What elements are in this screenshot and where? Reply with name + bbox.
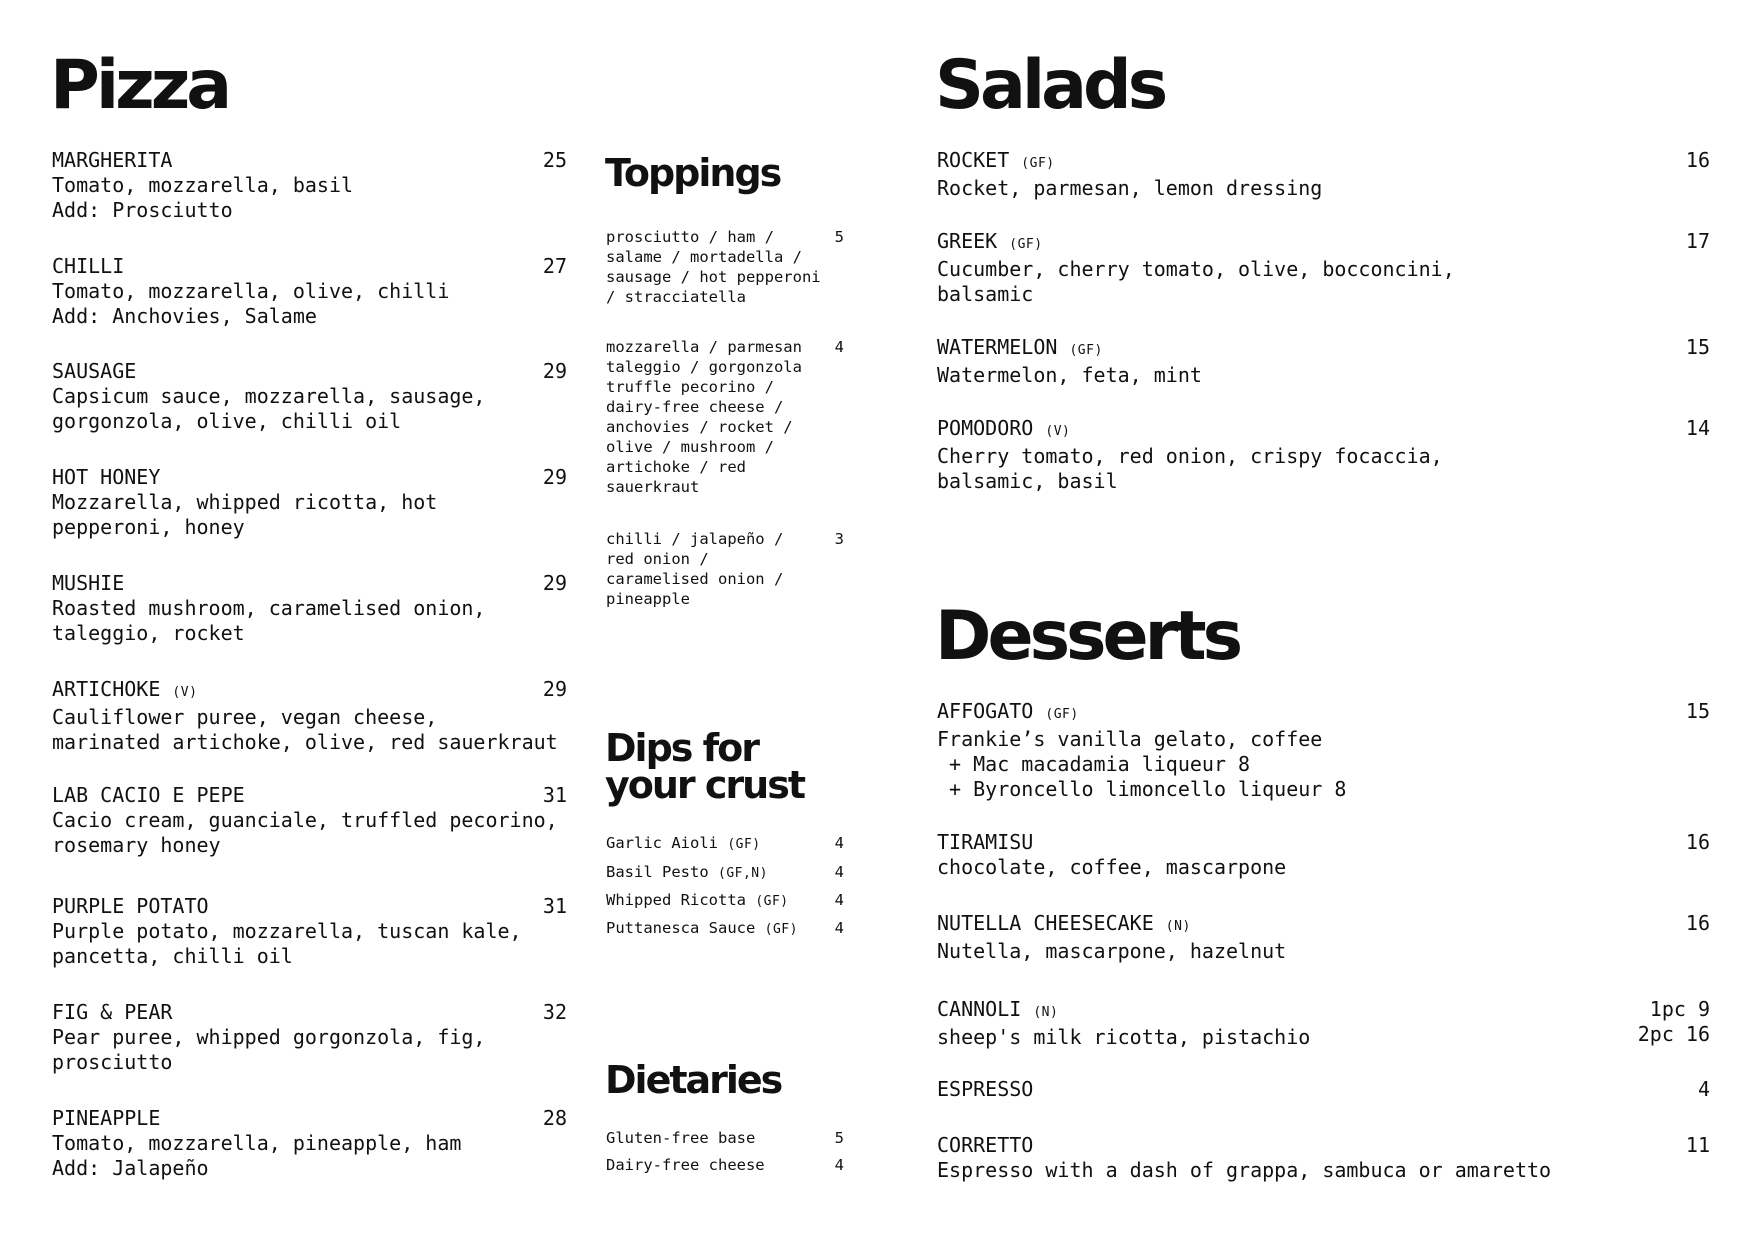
- toppings-price: 4: [834, 338, 844, 356]
- dip-name: Puttanesca Sauce: [606, 919, 756, 937]
- menu-item-purple-potato: [52, 894, 567, 969]
- menu-item-greek: [937, 229, 1710, 307]
- dietary-tag: (V): [172, 685, 198, 700]
- menu-item-affogato: [937, 699, 1710, 802]
- item-description: Tomato, mozzarella, olive, chilli Add: Anchovies, Salame: [52, 279, 450, 328]
- item-description: Nutella, mascarpone, hazelnut: [937, 939, 1287, 963]
- item-price: 15: [1685, 335, 1710, 359]
- item-description: Cacio cream, guanciale, truffled pecorino, rosemary honey: [52, 808, 558, 857]
- dietary-item: [606, 1155, 844, 1175]
- item-description: sheep's milk ricotta, pistachio: [937, 1025, 1311, 1049]
- menu-item-chilli: [52, 254, 567, 329]
- item-name: MUSHIE: [52, 571, 125, 595]
- toppings-group: [606, 529, 844, 609]
- menu-item-espresso: [937, 1077, 1710, 1102]
- item-description: Pear puree, whipped gorgonzola, fig, prosciutto: [52, 1025, 486, 1074]
- menu-item-corretto: [937, 1133, 1710, 1183]
- dip-item: [606, 890, 844, 912]
- item-description: Espresso with a dash of grappa, sambuca or amaretto: [937, 1158, 1552, 1182]
- dip-item: [606, 918, 844, 940]
- toppings-group: [606, 337, 844, 497]
- dietary-price: 5: [834, 1129, 844, 1147]
- item-description: Tomato, mozzarella, basil Add: Prosciutto: [52, 173, 354, 222]
- item-price: 31: [542, 894, 567, 918]
- dietary-price: 4: [834, 1156, 844, 1174]
- item-name: ROCKET: [937, 148, 1010, 172]
- item-price: 29: [542, 571, 567, 595]
- item-description: Purple potato, mozzarella, tuscan kale, pancetta, chilli oil: [52, 919, 522, 968]
- item-price: 29: [542, 465, 567, 489]
- item-description: Cherry tomato, red onion, crispy focaccia, balsamic, basil: [937, 444, 1443, 493]
- dietaries-heading: Dietaries: [605, 1058, 782, 1102]
- menu-item-pomodoro: [937, 416, 1710, 494]
- item-name: LAB CACIO E PEPE: [52, 783, 245, 807]
- item-price: 29: [542, 359, 567, 383]
- menu-item-mushie: [52, 571, 567, 646]
- item-price: 29: [542, 677, 567, 701]
- dietary-tag: (GF): [727, 837, 761, 852]
- dietary-item: [606, 1128, 844, 1148]
- dip-name: Whipped Ricotta: [606, 891, 746, 909]
- item-description: Cauliflower puree, vegan cheese, marinated artichoke, olive, red sauerkraut: [52, 705, 558, 754]
- dip-name: Basil Pesto: [606, 863, 709, 881]
- item-name: CANNOLI: [937, 997, 1022, 1021]
- dip-price: 4: [834, 919, 844, 937]
- desserts-heading: Desserts: [935, 597, 1240, 676]
- menu-item-hot-honey: [52, 465, 567, 540]
- toppings-heading: Toppings: [605, 151, 781, 195]
- dietary-tag: (GF): [755, 894, 789, 909]
- item-name: NUTELLA CHEESECAKE: [937, 911, 1154, 935]
- item-name: SAUSAGE: [52, 359, 137, 383]
- item-name: MARGHERITA: [52, 148, 173, 172]
- toppings-list: mozzarella / parmesan taleggio / gorgonzola truffle pecorino / dairy-free cheese / anchovies / rocket / olive / mushroom / artichoke / red sauerkraut: [606, 338, 802, 496]
- toppings-price: 5: [834, 228, 844, 246]
- item-description: Mozzarella, whipped ricotta, hot pepperoni, honey: [52, 490, 438, 539]
- item-description: Capsicum sauce, mozzarella, sausage, gorgonzola, olive, chilli oil: [52, 384, 486, 433]
- toppings-price: 3: [834, 530, 844, 548]
- menu-item-sausage: [52, 359, 567, 434]
- item-name: CORRETTO: [937, 1133, 1034, 1157]
- item-name: WATERMELON: [937, 335, 1058, 359]
- item-name: ARTICHOKE: [52, 677, 161, 701]
- item-price: 28: [542, 1106, 567, 1130]
- item-price: 1pc 9: [1649, 997, 1710, 1021]
- item-description: Rocket, parmesan, lemon dressing: [937, 176, 1323, 200]
- dip-price: 4: [834, 834, 844, 852]
- item-price: 25: [542, 148, 567, 172]
- dip-price: 4: [834, 891, 844, 909]
- dietary-tag: (GF): [1009, 237, 1043, 252]
- dips-heading-line1: Dips for: [605, 726, 758, 770]
- item-name: ESPRESSO: [937, 1077, 1034, 1101]
- item-price: 27: [542, 254, 567, 278]
- item-name: PURPLE POTATO: [52, 894, 209, 918]
- menu-item-margherita: [52, 148, 567, 223]
- menu-item-artichoke: [52, 677, 567, 755]
- dietary-tag: (GF): [1045, 707, 1079, 722]
- item-name: HOT HONEY: [52, 465, 161, 489]
- menu-item-nutella-cheesecake: [937, 911, 1710, 964]
- dips-heading: [605, 726, 805, 808]
- dietary-name: Dairy-free cheese: [606, 1156, 765, 1174]
- menu-item-fig-pear: [52, 1000, 567, 1075]
- item-name: CHILLI: [52, 254, 125, 278]
- item-price: 16: [1685, 911, 1710, 935]
- item-price: 32: [542, 1000, 567, 1024]
- item-name: GREEK: [937, 229, 998, 253]
- menu-item-cannoli: [937, 997, 1710, 1050]
- item-price: 16: [1685, 148, 1710, 172]
- item-price: 4: [1697, 1077, 1710, 1101]
- item-price: 16: [1685, 830, 1710, 854]
- dietary-tag: (GF): [1021, 156, 1055, 171]
- item-price: 14: [1685, 416, 1710, 440]
- item-name: TIRAMISU: [937, 830, 1034, 854]
- item-description: chocolate, coffee, mascarpone: [937, 855, 1287, 879]
- dietary-tag: (N): [1033, 1005, 1059, 1020]
- item-name: AFFOGATO: [937, 699, 1034, 723]
- item-description: Tomato, mozzarella, pineapple, ham Add: Jalapeño: [52, 1131, 462, 1180]
- toppings-list: prosciutto / ham / salame / mortadella / sausage / hot pepperoni / stracciatella: [606, 228, 821, 306]
- item-name: FIG & PEAR: [52, 1000, 173, 1024]
- dietary-tag: (GF): [1069, 343, 1103, 358]
- pizza-heading: Pizza: [50, 46, 229, 125]
- menu-item-pineapple: [52, 1106, 567, 1181]
- dip-item: [606, 833, 844, 855]
- dip-name: Garlic Aioli: [606, 834, 718, 852]
- item-price: 17: [1685, 229, 1710, 253]
- item-description: Cucumber, cherry tomato, olive, bocconcini, balsamic: [937, 257, 1455, 306]
- menu-item-lab-cacio-e-pepe: [52, 783, 567, 858]
- salads-heading: Salads: [935, 46, 1165, 125]
- menu-item-watermelon: [937, 335, 1710, 388]
- item-price: 31: [542, 783, 567, 807]
- item-description: Frankie’s vanilla gelato, coffee + Mac macadamia liqueur 8 + Byroncello limoncello liqueur 8: [937, 727, 1347, 801]
- item-description: Roasted mushroom, caramelised onion, taleggio, rocket: [52, 596, 486, 645]
- item-price: 15: [1685, 699, 1710, 723]
- item-price-secondary: 2pc 16: [1637, 1022, 1710, 1046]
- dip-price: 4: [834, 863, 844, 881]
- dietary-tag: (GF,N): [718, 866, 768, 881]
- dietary-tag: (GF): [764, 922, 798, 937]
- item-name: POMODORO: [937, 416, 1034, 440]
- item-name: PINEAPPLE: [52, 1106, 161, 1130]
- dietary-tag: (V): [1045, 424, 1071, 439]
- dip-item: [606, 862, 844, 884]
- toppings-group: [606, 227, 844, 307]
- dips-heading-line2: your crust: [605, 763, 805, 808]
- menu-item-tiramisu: [937, 830, 1710, 880]
- dietary-name: Gluten-free base: [606, 1129, 756, 1147]
- menu-item-rocket: [937, 148, 1710, 201]
- item-price: 11: [1685, 1133, 1710, 1157]
- toppings-list: chilli / jalapeño / red onion / caramelised onion / pineapple: [606, 530, 784, 608]
- dietary-tag: (N): [1165, 919, 1191, 934]
- item-description: Watermelon, feta, mint: [937, 363, 1202, 387]
